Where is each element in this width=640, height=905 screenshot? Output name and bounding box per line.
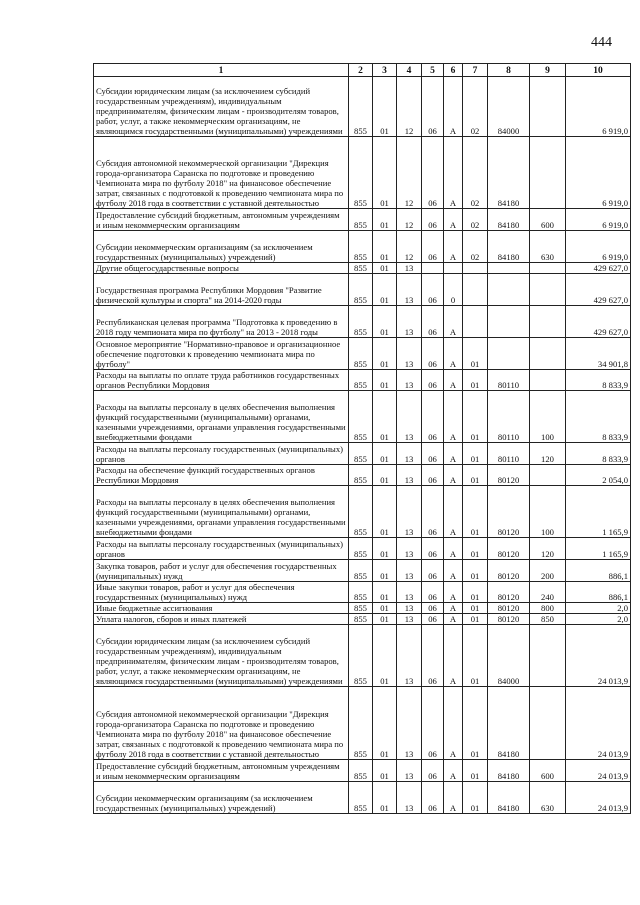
table-body — [94, 77, 631, 814]
amount-cell: 886,1 — [566, 560, 631, 582]
code-program-cell: 06 — [422, 443, 444, 465]
code-subsection-cell: 13 — [397, 582, 422, 603]
code-program-cell: 06 — [422, 391, 444, 443]
code-subprogram-cell: А — [444, 338, 463, 370]
code-subprogram-cell: А — [444, 209, 463, 231]
amount-cell: 6 919,0 — [566, 77, 631, 137]
code-admin-cell: 855 — [349, 625, 373, 687]
code-subprogram-cell: А — [444, 760, 463, 782]
code-section-cell: 01 — [373, 560, 397, 582]
code-expense-type-cell: 120 — [530, 538, 566, 560]
code-subsection-cell: 13 — [397, 760, 422, 782]
amount-cell: 8 833,9 — [566, 370, 631, 391]
amount-cell: 6 919,0 — [566, 209, 631, 231]
row-name-cell: Иные закупки товаров, работ и услуг для обеспечения государственных (муниципальных) нужд — [94, 582, 349, 603]
code-program-cell: 06 — [422, 582, 444, 603]
row-name-cell: Субсидия автономной некоммерческой организации "Дирекция города-организатора Саранска по подготовке и проведению Чемпионата мира по футболу 2018" на финансовое обеспечение затрат, связанных с подготовкой к проведению чемпионата мира по футболу 2018 года в соответствии с уставной деятельностью — [94, 687, 349, 760]
code-direction-cell: 84180 — [488, 209, 530, 231]
code-direction-cell: 84180 — [488, 687, 530, 760]
code-admin-cell: 855 — [349, 306, 373, 338]
code-section-cell: 01 — [373, 625, 397, 687]
table-row — [94, 614, 631, 625]
column-header: 7 — [463, 64, 488, 77]
row-name-cell: Субсидии юридическим лицам (за исключением субсидий государственным учреждениям), индивидуальным предпринимателям, физическим лицам - производителям товаров, работ, услуг, а также некоммерческим организациям, не являющимся государственными (муниципальными) учреждениями — [94, 625, 349, 687]
code-subsection-cell: 13 — [397, 603, 422, 614]
code-expense-type-cell — [530, 306, 566, 338]
table-row — [94, 560, 631, 582]
code-program-cell: 06 — [422, 538, 444, 560]
code-expense-type-cell: 100 — [530, 486, 566, 538]
code-admin-cell: 855 — [349, 782, 373, 814]
code-subprogram-cell: А — [444, 538, 463, 560]
code-program-cell: 06 — [422, 603, 444, 614]
amount-cell: 429 627,0 — [566, 263, 631, 274]
code-direction-cell: 84000 — [488, 625, 530, 687]
code-expense-type-cell: 600 — [530, 760, 566, 782]
amount-cell: 24 013,9 — [566, 625, 631, 687]
code-admin-cell: 855 — [349, 687, 373, 760]
row-name-cell: Субсидии некоммерческим организациям (за исключением государственных (муниципальных) учреждений) — [94, 782, 349, 814]
amount-cell: 6 919,0 — [566, 231, 631, 263]
code-subsection-cell: 13 — [397, 306, 422, 338]
code-direction-cell — [488, 263, 530, 274]
code-program-cell: 06 — [422, 760, 444, 782]
code-event-cell: 01 — [463, 486, 488, 538]
code-direction-cell: 80120 — [488, 582, 530, 603]
code-section-cell: 01 — [373, 782, 397, 814]
code-admin-cell: 855 — [349, 582, 373, 603]
code-subsection-cell: 13 — [397, 465, 422, 486]
code-event-cell: 01 — [463, 603, 488, 614]
code-direction-cell: 80120 — [488, 465, 530, 486]
row-name-cell: Основное мероприятие "Нормативно-правовое и организационное обеспечение подготовки к проведению чемпионата мира по футболу" — [94, 338, 349, 370]
table-row — [94, 782, 631, 814]
table-row — [94, 231, 631, 263]
code-event-cell — [463, 274, 488, 306]
code-admin-cell: 855 — [349, 760, 373, 782]
row-name-cell: Другие общегосударственные вопросы — [94, 263, 349, 274]
table-row — [94, 370, 631, 391]
code-subprogram-cell — [444, 263, 463, 274]
table-row — [94, 625, 631, 687]
budget-table — [93, 63, 631, 814]
code-admin-cell: 855 — [349, 443, 373, 465]
row-name-cell: Расходы на выплаты по оплате труда работников государственных органов Республики Мордовия — [94, 370, 349, 391]
column-header: 8 — [488, 64, 530, 77]
amount-cell: 1 165,9 — [566, 486, 631, 538]
code-program-cell: 06 — [422, 306, 444, 338]
code-subsection-cell: 13 — [397, 263, 422, 274]
code-program-cell: 06 — [422, 560, 444, 582]
code-subsection-cell: 13 — [397, 687, 422, 760]
code-subprogram-cell: А — [444, 687, 463, 760]
code-direction-cell — [488, 338, 530, 370]
row-name-cell: Предоставление субсидий бюджетным, автономным учреждениям и иным некоммерческим организациям — [94, 209, 349, 231]
code-program-cell: 06 — [422, 782, 444, 814]
row-name-cell: Предоставление субсидий бюджетным, автономным учреждениям и иным некоммерческим организациям — [94, 760, 349, 782]
amount-cell: 886,1 — [566, 582, 631, 603]
code-program-cell: 06 — [422, 687, 444, 760]
code-direction-cell: 80120 — [488, 486, 530, 538]
column-header: 6 — [444, 64, 463, 77]
code-expense-type-cell: 200 — [530, 560, 566, 582]
code-event-cell: 02 — [463, 231, 488, 263]
header-row — [94, 64, 631, 77]
code-section-cell: 01 — [373, 486, 397, 538]
code-event-cell — [463, 306, 488, 338]
code-section-cell: 01 — [373, 582, 397, 603]
code-admin-cell: 855 — [349, 263, 373, 274]
table-row — [94, 137, 631, 209]
code-subsection-cell: 12 — [397, 77, 422, 137]
row-name-cell: Закупка товаров, работ и услуг для обеспечения государственных (муниципальных) нужд — [94, 560, 349, 582]
code-subsection-cell: 13 — [397, 625, 422, 687]
code-admin-cell: 855 — [349, 77, 373, 137]
table-row — [94, 306, 631, 338]
code-subprogram-cell: А — [444, 560, 463, 582]
code-expense-type-cell — [530, 77, 566, 137]
code-subprogram-cell: А — [444, 306, 463, 338]
code-section-cell: 01 — [373, 77, 397, 137]
table-row — [94, 486, 631, 538]
code-section-cell: 01 — [373, 306, 397, 338]
code-section-cell: 01 — [373, 338, 397, 370]
code-event-cell: 01 — [463, 687, 488, 760]
code-subsection-cell: 13 — [397, 538, 422, 560]
code-event-cell: 02 — [463, 137, 488, 209]
code-program-cell: 06 — [422, 486, 444, 538]
code-expense-type-cell — [530, 687, 566, 760]
code-expense-type-cell: 800 — [530, 603, 566, 614]
column-header: 2 — [349, 64, 373, 77]
code-subprogram-cell: А — [444, 137, 463, 209]
code-event-cell: 01 — [463, 465, 488, 486]
code-subsection-cell: 12 — [397, 209, 422, 231]
amount-cell: 8 833,9 — [566, 443, 631, 465]
code-subprogram-cell: А — [444, 443, 463, 465]
code-direction-cell: 80120 — [488, 603, 530, 614]
code-event-cell: 01 — [463, 443, 488, 465]
code-expense-type-cell: 240 — [530, 582, 566, 603]
code-direction-cell — [488, 306, 530, 338]
column-header: 5 — [422, 64, 444, 77]
code-subsection-cell: 12 — [397, 137, 422, 209]
code-subprogram-cell: А — [444, 370, 463, 391]
code-direction-cell: 80110 — [488, 391, 530, 443]
code-subprogram-cell: А — [444, 465, 463, 486]
table-row — [94, 465, 631, 486]
code-program-cell: 06 — [422, 209, 444, 231]
code-program-cell: 06 — [422, 338, 444, 370]
code-subsection-cell: 13 — [397, 782, 422, 814]
row-name-cell: Субсидии некоммерческим организациям (за исключением государственных (муниципальных) учреждений) — [94, 231, 349, 263]
code-subprogram-cell: 0 — [444, 274, 463, 306]
code-section-cell: 01 — [373, 443, 397, 465]
code-event-cell: 02 — [463, 209, 488, 231]
code-admin-cell: 855 — [349, 603, 373, 614]
code-subsection-cell: 13 — [397, 274, 422, 306]
code-direction-cell: 84180 — [488, 137, 530, 209]
row-name-cell: Уплата налогов, сборов и иных платежей — [94, 614, 349, 625]
row-name-cell: Расходы на выплаты персоналу государственных (муниципальных) органов — [94, 538, 349, 560]
code-direction-cell: 80120 — [488, 560, 530, 582]
code-subprogram-cell: А — [444, 603, 463, 614]
code-event-cell: 02 — [463, 77, 488, 137]
code-expense-type-cell: 120 — [530, 443, 566, 465]
code-program-cell: 06 — [422, 370, 444, 391]
table-row — [94, 538, 631, 560]
code-subprogram-cell: А — [444, 614, 463, 625]
code-expense-type-cell — [530, 370, 566, 391]
code-event-cell: 01 — [463, 538, 488, 560]
row-name-cell: Иные бюджетные ассигнования — [94, 603, 349, 614]
code-expense-type-cell — [530, 137, 566, 209]
code-event-cell: 01 — [463, 782, 488, 814]
code-direction-cell: 84000 — [488, 77, 530, 137]
code-subprogram-cell: А — [444, 625, 463, 687]
code-expense-type-cell: 630 — [530, 782, 566, 814]
row-name-cell: Расходы на обеспечение функций государственных органов Республики Мордовия — [94, 465, 349, 486]
code-subsection-cell: 13 — [397, 370, 422, 391]
code-program-cell — [422, 263, 444, 274]
amount-cell: 24 013,9 — [566, 687, 631, 760]
code-event-cell: 01 — [463, 760, 488, 782]
code-program-cell: 06 — [422, 625, 444, 687]
code-event-cell: 01 — [463, 625, 488, 687]
code-event-cell — [463, 263, 488, 274]
code-subprogram-cell: А — [444, 582, 463, 603]
code-event-cell: 01 — [463, 614, 488, 625]
table-row — [94, 209, 631, 231]
code-subsection-cell: 13 — [397, 443, 422, 465]
code-event-cell: 01 — [463, 338, 488, 370]
code-subsection-cell: 12 — [397, 231, 422, 263]
code-expense-type-cell: 630 — [530, 231, 566, 263]
code-section-cell: 01 — [373, 465, 397, 486]
code-admin-cell: 855 — [349, 391, 373, 443]
code-expense-type-cell — [530, 338, 566, 370]
page-number: 444 — [591, 35, 612, 50]
table-row — [94, 274, 631, 306]
code-program-cell: 06 — [422, 77, 444, 137]
code-subsection-cell: 13 — [397, 338, 422, 370]
code-admin-cell: 855 — [349, 538, 373, 560]
code-admin-cell: 855 — [349, 274, 373, 306]
code-section-cell: 01 — [373, 687, 397, 760]
code-admin-cell: 855 — [349, 338, 373, 370]
row-name-cell: Расходы на выплаты персоналу в целях обеспечения выполнения функций государственными (муниципальными) органами, казенными учреждениями, органами управления государственными внебюджетными фондами — [94, 391, 349, 443]
amount-cell: 2 054,0 — [566, 465, 631, 486]
code-program-cell: 06 — [422, 614, 444, 625]
code-event-cell: 01 — [463, 560, 488, 582]
code-admin-cell: 855 — [349, 614, 373, 625]
row-name-cell: Субсидии юридическим лицам (за исключением субсидий государственным учреждениям), индивидуальным предпринимателям, физическим лицам - производителям товаров, работ, услуг, а также некоммерческим организациям, не являющимся государственными (муниципальными) учреждениями — [94, 77, 349, 137]
code-section-cell: 01 — [373, 538, 397, 560]
code-direction-cell: 80120 — [488, 538, 530, 560]
code-admin-cell: 855 — [349, 137, 373, 209]
code-subprogram-cell: А — [444, 231, 463, 263]
table-row — [94, 391, 631, 443]
code-event-cell: 01 — [463, 582, 488, 603]
table-row — [94, 603, 631, 614]
code-direction-cell — [488, 274, 530, 306]
amount-cell: 24 013,9 — [566, 782, 631, 814]
code-direction-cell: 84180 — [488, 231, 530, 263]
column-header: 3 — [373, 64, 397, 77]
code-admin-cell: 855 — [349, 231, 373, 263]
code-section-cell: 01 — [373, 391, 397, 443]
amount-cell: 1 165,9 — [566, 538, 631, 560]
code-section-cell: 01 — [373, 274, 397, 306]
table-row — [94, 263, 631, 274]
code-event-cell: 01 — [463, 391, 488, 443]
amount-cell: 24 013,9 — [566, 760, 631, 782]
code-event-cell: 01 — [463, 370, 488, 391]
row-name-cell: Расходы на выплаты персоналу государственных (муниципальных) органов — [94, 443, 349, 465]
code-direction-cell: 80120 — [488, 614, 530, 625]
code-subprogram-cell: А — [444, 782, 463, 814]
code-section-cell: 01 — [373, 137, 397, 209]
code-admin-cell: 855 — [349, 370, 373, 391]
code-section-cell: 01 — [373, 760, 397, 782]
code-direction-cell: 80110 — [488, 443, 530, 465]
row-name-cell: Республиканская целевая программа "Подготовка к проведению в 2018 году чемпионата мира по футболу" на 2013 - 2018 годы — [94, 306, 349, 338]
code-section-cell: 01 — [373, 263, 397, 274]
amount-cell: 6 919,0 — [566, 137, 631, 209]
code-expense-type-cell: 100 — [530, 391, 566, 443]
code-program-cell: 06 — [422, 274, 444, 306]
code-admin-cell: 855 — [349, 465, 373, 486]
column-header: 1 — [94, 64, 349, 77]
amount-cell: 2,0 — [566, 614, 631, 625]
code-subprogram-cell: А — [444, 77, 463, 137]
table-row — [94, 760, 631, 782]
code-subsection-cell: 13 — [397, 391, 422, 443]
code-section-cell: 01 — [373, 209, 397, 231]
row-name-cell: Субсидия автономной некоммерческой организации "Дирекция города-организатора Саранска по подготовке и проведению Чемпионата мира по футболу 2018" на финансовое обеспечение затрат, связанных с подготовкой к проведению чемпионата мира по футболу 2018 года в соответствии с уставной деятельностью — [94, 137, 349, 209]
code-subsection-cell: 13 — [397, 560, 422, 582]
row-name-cell: Государственная программа Республики Мордовия "Развитие физической культуры и спорта" на 2014-2020 годы — [94, 274, 349, 306]
table-row — [94, 582, 631, 603]
code-admin-cell: 855 — [349, 209, 373, 231]
code-expense-type-cell — [530, 263, 566, 274]
column-header: 9 — [530, 64, 566, 77]
code-subprogram-cell: А — [444, 486, 463, 538]
code-admin-cell: 855 — [349, 560, 373, 582]
amount-cell: 8 833,9 — [566, 391, 631, 443]
amount-cell: 429 627,0 — [566, 274, 631, 306]
column-header: 4 — [397, 64, 422, 77]
row-name-cell: Расходы на выплаты персоналу в целях обеспечения выполнения функций государственными (муниципальными) органами, казенными учреждениями, органами управления государственными внебюджетными фондами — [94, 486, 349, 538]
code-program-cell: 06 — [422, 465, 444, 486]
code-subsection-cell: 13 — [397, 486, 422, 538]
code-direction-cell: 84180 — [488, 782, 530, 814]
code-expense-type-cell: 600 — [530, 209, 566, 231]
code-section-cell: 01 — [373, 614, 397, 625]
code-expense-type-cell — [530, 625, 566, 687]
code-program-cell: 06 — [422, 231, 444, 263]
code-expense-type-cell: 850 — [530, 614, 566, 625]
code-direction-cell: 80110 — [488, 370, 530, 391]
column-header: 10 — [566, 64, 631, 77]
code-expense-type-cell — [530, 465, 566, 486]
table-row — [94, 338, 631, 370]
amount-cell: 34 901,8 — [566, 338, 631, 370]
table-row — [94, 443, 631, 465]
amount-cell: 2,0 — [566, 603, 631, 614]
code-section-cell: 01 — [373, 231, 397, 263]
table-row — [94, 77, 631, 137]
code-program-cell: 06 — [422, 137, 444, 209]
code-subsection-cell: 13 — [397, 614, 422, 625]
code-section-cell: 01 — [373, 603, 397, 614]
code-direction-cell: 84180 — [488, 760, 530, 782]
code-section-cell: 01 — [373, 370, 397, 391]
code-expense-type-cell — [530, 274, 566, 306]
code-admin-cell: 855 — [349, 486, 373, 538]
table-row — [94, 687, 631, 760]
amount-cell: 429 627,0 — [566, 306, 631, 338]
code-subprogram-cell: А — [444, 391, 463, 443]
